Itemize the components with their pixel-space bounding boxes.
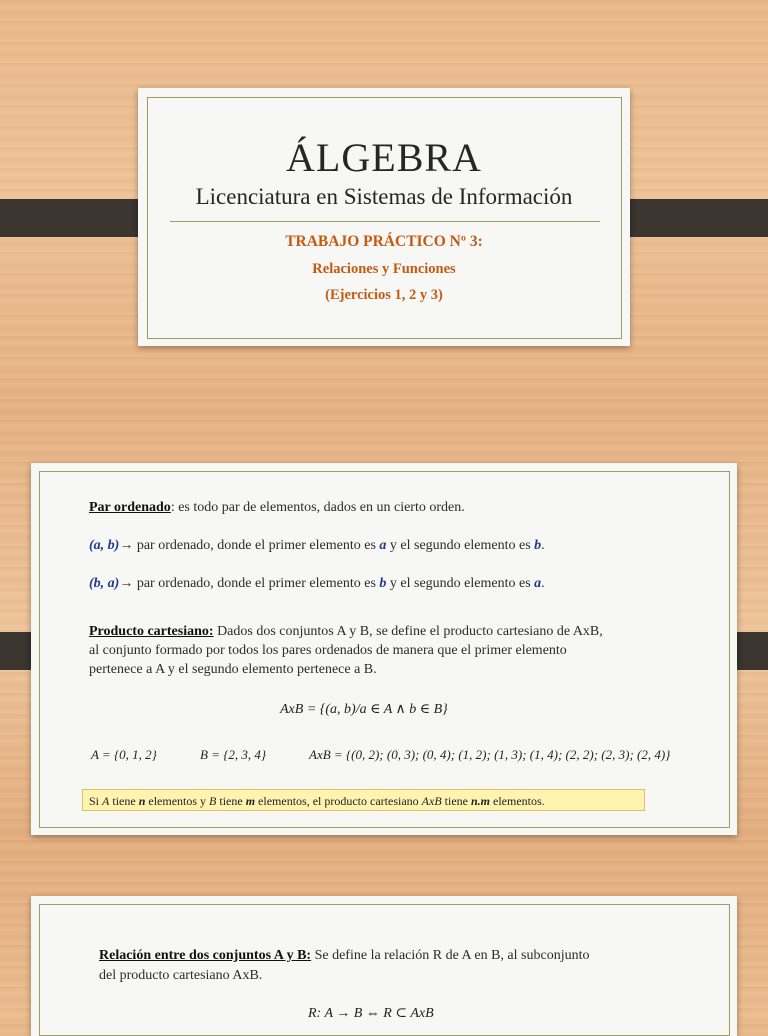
ba-text: par ordenado, donde el primer elemento es xyxy=(133,576,380,591)
cover-title: ÁLGEBRA xyxy=(286,135,482,180)
ba-a: a xyxy=(534,576,542,591)
cover-divider xyxy=(170,221,600,222)
ab-a: a xyxy=(379,538,387,553)
par-ordenado-label: Par ordenado xyxy=(89,500,171,515)
note-n: n xyxy=(138,794,146,808)
arrow-icon: → xyxy=(119,576,134,591)
cover-exercises: (Ejercicios 1, 2 y 3) xyxy=(325,287,443,303)
set-axb: AxB = {(0, 2); (0, 3); (0, 4); (1, 2); (1, 3); (1, 4); (2, 2); (2, 3); (2, 4)} xyxy=(309,747,671,762)
cover-subtitle: Licenciatura en Sistemas de Información xyxy=(195,184,573,209)
note-part: elementos. xyxy=(490,794,545,808)
relacion-line2: del producto cartesiano AxB. xyxy=(99,968,263,983)
note-part: elementos, el producto cartesiano xyxy=(255,794,422,808)
producto-line3: pertenece a A y el segundo elemento pertenece a B. xyxy=(89,662,377,677)
producto-formula: AxB = {(a, b)/a ∈ A ∧ b ∈ B} xyxy=(280,702,448,717)
ab-text: par ordenado, donde el primer elemento es xyxy=(133,538,380,553)
producto-text1: Dados dos conjuntos A y B, se define el producto cartesiano de AxB, xyxy=(213,624,603,639)
ab-line: (a, b)→ par ordenado, donde el primer elemento es a y el segundo elemento es b. xyxy=(89,538,545,553)
note-part: tiene xyxy=(441,794,471,808)
note-nm: n.m xyxy=(470,794,490,808)
relacion-text1: Se define la relación R de A en B, al subconjunto xyxy=(311,948,590,963)
note-set-b: B xyxy=(209,794,217,808)
note-set-a: A xyxy=(102,794,110,808)
ba-pair: (b, a) xyxy=(89,576,120,591)
producto-line1 xyxy=(89,624,603,640)
set-a: A = {0, 1, 2} xyxy=(91,747,157,762)
cardinality-note xyxy=(82,789,645,811)
note-part: elementos y xyxy=(145,794,210,808)
par-ordenado-text: : es todo par de elementos, dados en un cierto orden. xyxy=(170,500,465,515)
arrow-icon: → xyxy=(119,538,134,553)
note-part: Si xyxy=(89,794,103,808)
note-part: tiene xyxy=(216,794,246,808)
set-b: B = {2, 3, 4} xyxy=(200,747,267,762)
note-part: tiene xyxy=(109,794,139,808)
par-ordenado-line xyxy=(89,500,465,516)
note-m: m xyxy=(245,794,256,808)
ab-text2: y el segundo elemento es xyxy=(386,538,535,553)
producto-label: Producto cartesiano: xyxy=(89,624,214,639)
cover-topic: Relaciones y Funciones xyxy=(312,261,456,277)
ba-text2: y el segundo elemento es xyxy=(386,576,535,591)
cover-tp: TRABAJO PRÁCTICO Nº 3: xyxy=(285,233,483,250)
ba-line: (b, a)→ par ordenado, donde el primer elemento es b y el segundo elemento es a. xyxy=(89,576,545,591)
relacion-label: Relación entre dos conjuntos A y B: xyxy=(99,948,312,963)
relacion-line1 xyxy=(99,948,589,964)
ba-b: b xyxy=(379,576,387,591)
ab-b: b xyxy=(534,538,542,553)
producto-line2: al conjunto formado por todos los pares ordenados de manera que el primer elemento xyxy=(89,643,567,658)
relacion-formula: R: A → B ⇔ R ⊂ AxB xyxy=(308,1006,434,1021)
note-axb: AxB xyxy=(421,794,442,808)
ab-pair: (a, b) xyxy=(89,538,120,553)
